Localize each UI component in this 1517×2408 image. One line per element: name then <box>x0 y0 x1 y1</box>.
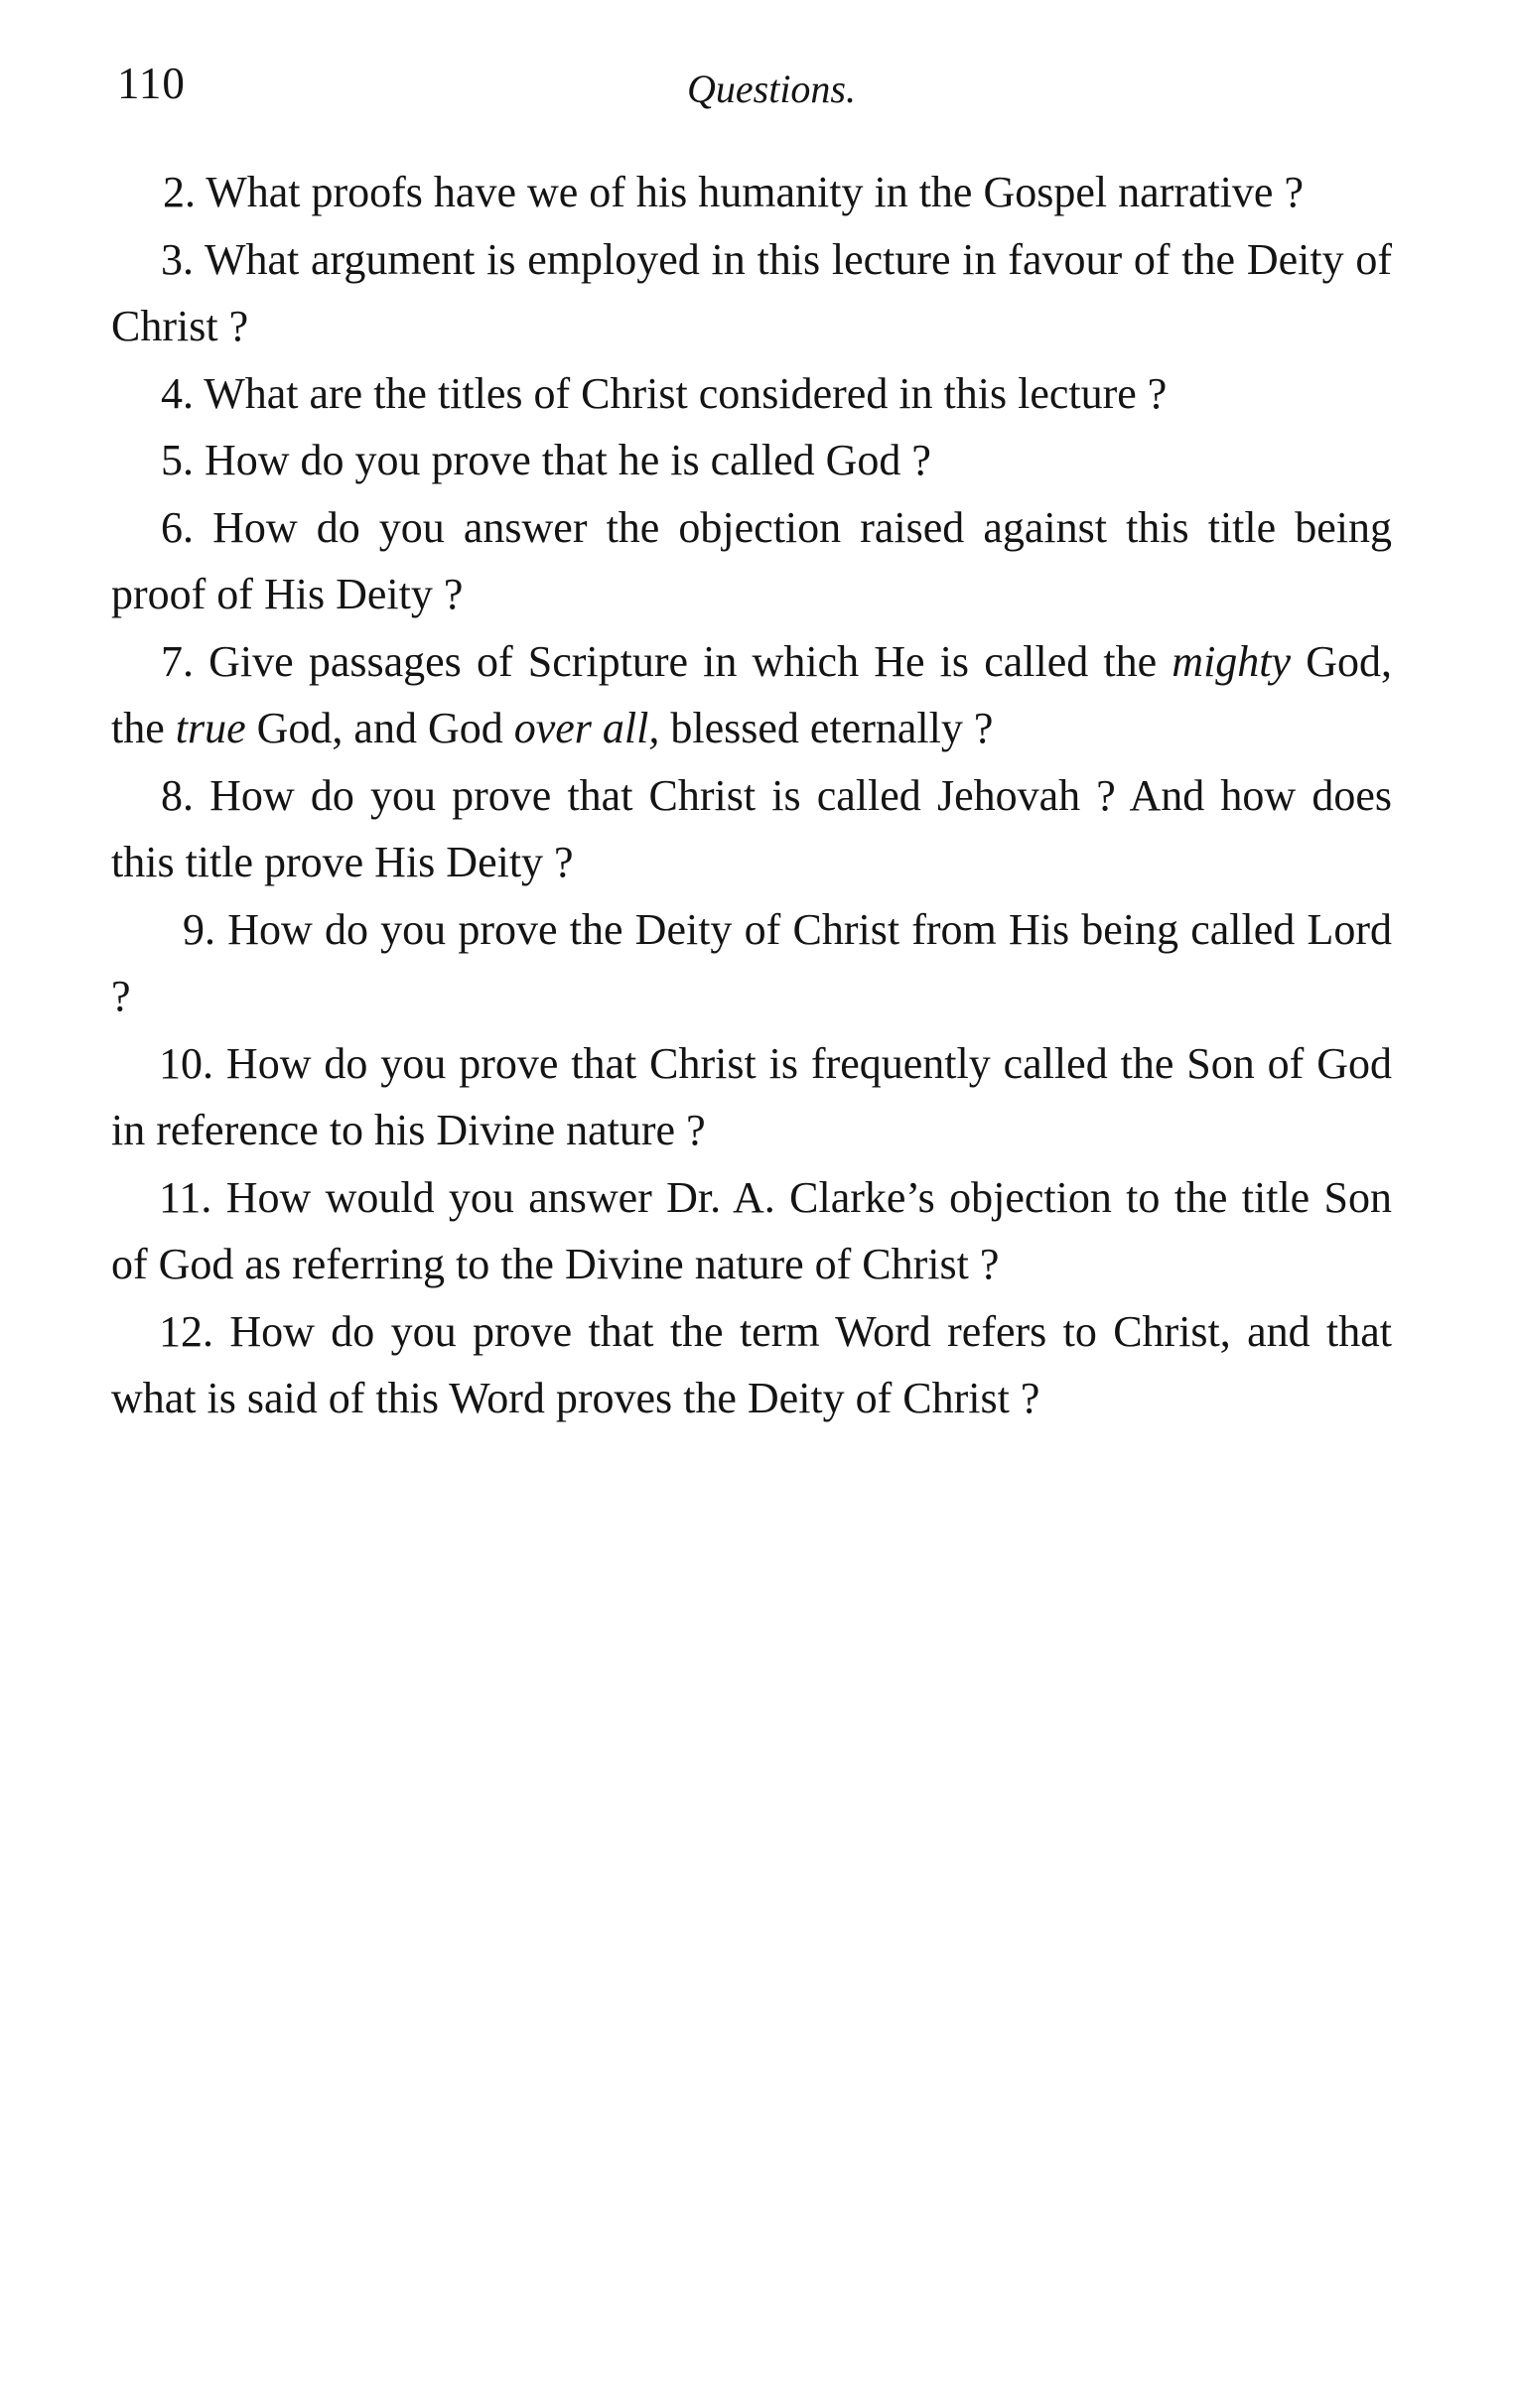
question-text: 11. How would you answer Dr. A. Clarke’s objection to the title Son of God as referring to the Divine nature of Christ ? <box>111 1172 1392 1288</box>
question-item <box>111 427 1392 494</box>
book-page <box>111 0 1392 1422</box>
question-item <box>111 628 1392 762</box>
question-item <box>111 762 1392 896</box>
question-list <box>111 159 1392 1432</box>
question-italic-text: true <box>175 704 246 752</box>
question-italic-text: mighty <box>1172 636 1292 686</box>
question-text: God, the <box>111 636 1392 752</box>
question-item <box>111 494 1392 628</box>
question-text: God, and God <box>245 704 514 752</box>
running-title: Questions. <box>687 67 856 111</box>
page-number: 110 <box>117 59 186 108</box>
question-item <box>111 1298 1392 1432</box>
question-item <box>111 360 1392 428</box>
question-text: 6. How do you answer the objection raised against this title being proof of His Deity ? <box>111 502 1392 618</box>
running-head <box>111 0 1392 149</box>
question-text: 4. What are the titles of Christ considered in this lecture ? <box>161 368 1168 418</box>
question-item <box>111 896 1392 1030</box>
question-text: 9. How do you prove the Deity of Christ from His being called Lord ? <box>111 904 1392 1020</box>
question-item <box>111 1164 1392 1298</box>
question-text: 2. What proofs have we of his humanity in the Gospel narrative ? <box>163 168 1304 216</box>
question-item <box>111 226 1392 360</box>
question-item <box>111 1030 1392 1164</box>
question-text: 7. Give passages of Scripture in which He is called the <box>161 636 1172 686</box>
question-italic-text: over all, <box>513 704 660 752</box>
question-text: blessed eternally ? <box>659 704 994 752</box>
question-text: 8. How do you prove that Christ is called Jehovah ? And how does this title prove His Deity ? <box>111 770 1392 886</box>
question-text: 12. How do you prove that the term Word refers to Christ, and that what is said of this Word proves the Deity of Christ ? <box>111 1306 1392 1422</box>
question-item <box>111 159 1392 226</box>
question-text: 5. How do you prove that he is called God ? <box>161 436 931 484</box>
question-text: 3. What argument is employed in this lecture in favour of the Deity of Christ ? <box>111 234 1392 350</box>
question-text: 10. How do you prove that Christ is frequently called the Son of God in reference to his Divine nature ? <box>111 1038 1392 1154</box>
